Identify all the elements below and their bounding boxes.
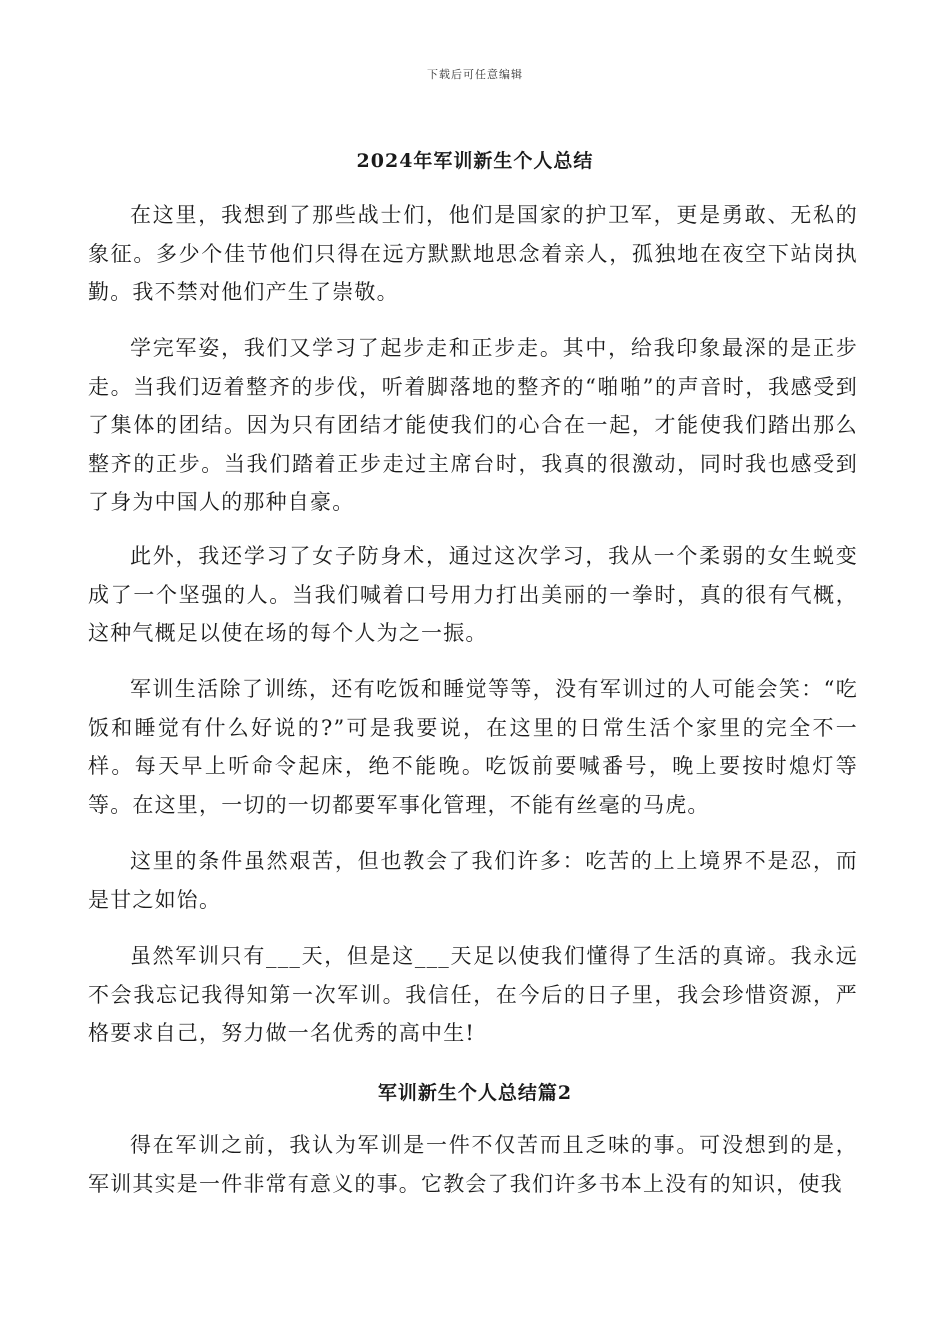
- document-title: 2024年军训新生个人总结: [356, 150, 594, 172]
- paragraph: 在这里，我想到了那些战士们，他们是国家的护卫军，更是勇敢、无私的象征。多少个佳节他们只得在远方默默地思念着亲人，孤独地在夜空下站岗执勤。我不禁对他们产生了崇敬。: [88, 203, 858, 304]
- paragraph: 此外，我还学习了女子防身术，通过这次学习，我从一个柔弱的女生蜕变成了一个坚强的人。当我们喊着口号用力打出美丽的一拳时，真的很有气概，这种气概足以使在场的每个人为之一振。: [88, 544, 858, 645]
- paragraph: 虽然军训只有___天，但是这___天足以使我们懂得了生活的真谛。我永远不会我忘记我得知第一次军训。我信任，在今后的日子里，我会珍惜资源，严格要求自己，努力做一名优秀的高中生!: [88, 944, 858, 1045]
- paragraph: 得在军训之前，我认为军训是一件不仅苦而且乏味的事。可没想到的是，军训其实是一件非常有意义的事。它教会了我们许多书本上没有的知识，使我: [88, 1133, 858, 1196]
- paragraph: 这里的条件虽然艰苦，但也教会了我们许多：吃苦的上上境界不是忍，而是甘之如饴。: [88, 849, 858, 912]
- section-title: 军训新生个人总结篇2: [377, 1082, 573, 1104]
- paragraph: 军训生活除了训练，还有吃饭和睡觉等等，没有军训过的人可能会笑：“吃饭和睡觉有什么好说的?”可是我要说，在这里的日常生活个家里的完全不一样。每天早上听命令起床，绝不能晚。吃饭前要喊番号，晚上要按时熄灯等等。在这里，一切的一切都要军事化管理，不能有丝毫的马虎。: [88, 677, 858, 817]
- header-note: 下载后可任意编辑: [427, 68, 523, 81]
- paragraph: 学完军姿，我们又学习了起步走和正步走。其中，给我印象最深的是正步走。当我们迈着整齐的步伐，听着脚落地的整齐的“啪啪”的声音时，我感受到了集体的团结。因为只有团结才能使我们的心合在一起，才能使我们踏出那么整齐的正步。当我们踏着正步走过主席台时，我真的很激动，同时我也感受到了身为中国人的那种自豪。: [88, 336, 858, 514]
